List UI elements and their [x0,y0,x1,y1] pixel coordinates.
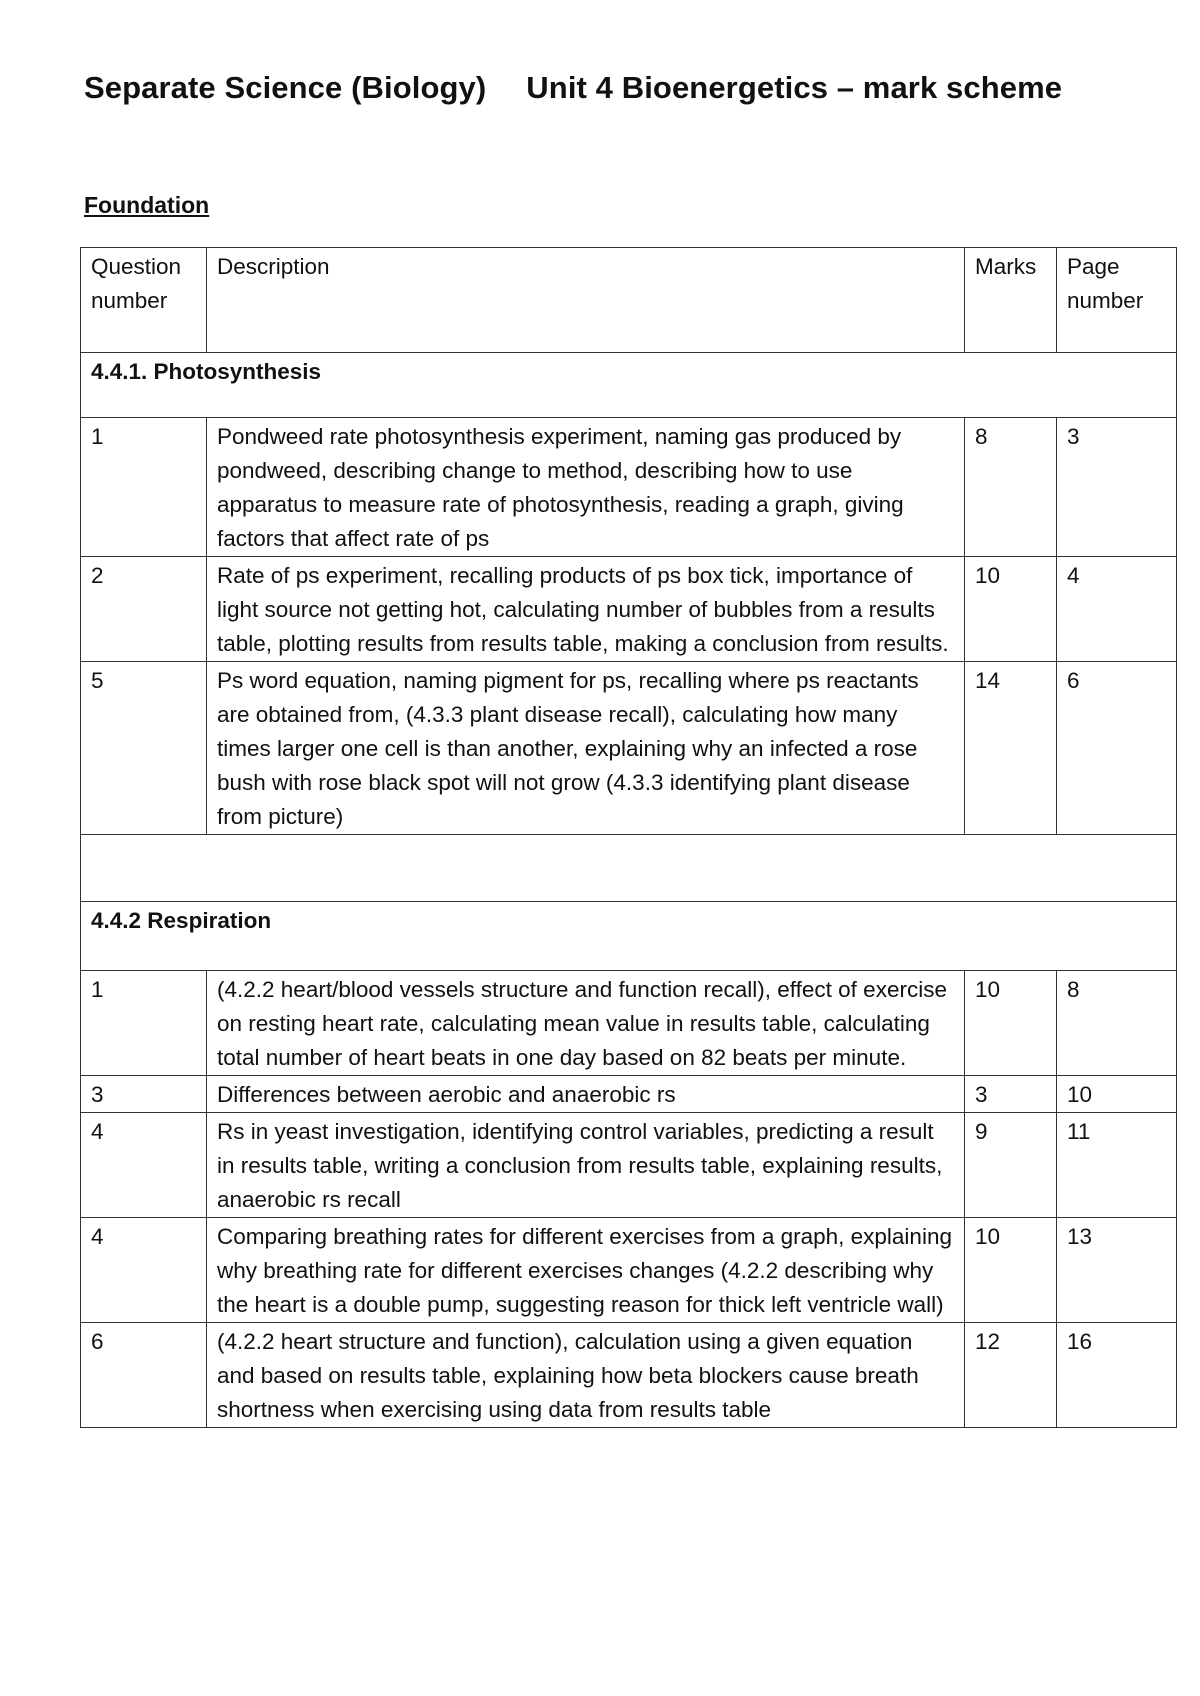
mark-scheme-table [80,247,1177,1428]
question-number: 4 [81,1113,207,1218]
marks: 9 [965,1113,1057,1218]
description: (4.2.2 heart/blood vessels structure and function recall), effect of exercise on resting heart rate, calculating mean value in results table, calculating total number of heart beats in one day based on 82 beats per minute. [207,971,965,1076]
description: Rate of ps experiment, recalling products of ps box tick, importance of light source not getting hot, calculating number of bubbles from a results table, plotting results from results table, making a conclusion from results. [207,557,965,662]
marks: 14 [965,662,1057,835]
description: Rs in yeast investigation, identifying control variables, predicting a result in results table, writing a conclusion from results table, explaining results, anaerobic rs recall [207,1113,965,1218]
photosynthesis-heading: 4.4.1. Photosynthesis [81,353,1177,418]
page-number: 16 [1057,1323,1177,1428]
table-row [81,1076,1177,1113]
table-row [81,662,1177,835]
table-row [81,557,1177,662]
description: Comparing breathing rates for different exercises from a graph, explaining why breathing rate for different exercises changes (4.2.2 describing why the heart is a double pump, suggesting reason for thick left ventricle wall) [207,1218,965,1323]
subheading-row [81,902,1177,971]
subheading-row [81,353,1177,418]
header-page: Page number [1057,248,1177,353]
marks: 10 [965,971,1057,1076]
table-row [81,1323,1177,1428]
page-number: 3 [1057,418,1177,557]
page-number: 11 [1057,1113,1177,1218]
question-number: 2 [81,557,207,662]
header-question: Question number [81,248,207,353]
description: Ps word equation, naming pigment for ps, recalling where ps reactants are obtained from, (4.3.3 plant disease recall), calculating how many times larger one cell is than another, explaining why an infected a rose bush with rose black spot will not grow (4.3.3 identifying plant disease from picture) [207,662,965,835]
page-number: 6 [1057,662,1177,835]
marks: 12 [965,1323,1057,1428]
section-heading: Foundation [84,192,210,218]
respiration-heading: 4.4.2 Respiration [81,902,1177,971]
marks: 10 [965,557,1057,662]
table-row [81,971,1177,1076]
description: (4.2.2 heart structure and function), calculation using a given equation and based on results table, explaining how beta blockers cause breath shortness when exercising using data from results table [207,1323,965,1428]
page-number: 10 [1057,1076,1177,1113]
question-number: 1 [81,418,207,557]
table-row [81,1113,1177,1218]
page-number: 4 [1057,557,1177,662]
description: Differences between aerobic and anaerobic rs [207,1076,965,1113]
marks: 3 [965,1076,1057,1113]
page-number: 13 [1057,1218,1177,1323]
question-number: 3 [81,1076,207,1113]
question-number: 6 [81,1323,207,1428]
question-number: 1 [81,971,207,1076]
header-description: Description [207,248,965,353]
question-number: 5 [81,662,207,835]
header-marks: Marks [965,248,1057,353]
spacer-row [81,835,1177,902]
table-header-row [81,248,1177,353]
title-unit: Unit 4 Bioenergetics – mark scheme [526,70,1063,105]
marks: 8 [965,418,1057,557]
table-row [81,418,1177,557]
table-row [81,1218,1177,1323]
marks: 10 [965,1218,1057,1323]
description: Pondweed rate photosynthesis experiment, naming gas produced by pondweed, describing change to method, describing how to use apparatus to measure rate of photosynthesis, reading a graph, giving factors that affect rate of ps [207,418,965,557]
page-number: 8 [1057,971,1177,1076]
question-number: 4 [81,1218,207,1323]
page-title [84,70,1062,106]
empty-cell [81,835,1177,902]
title-subject: Separate Science (Biology) [84,70,487,105]
